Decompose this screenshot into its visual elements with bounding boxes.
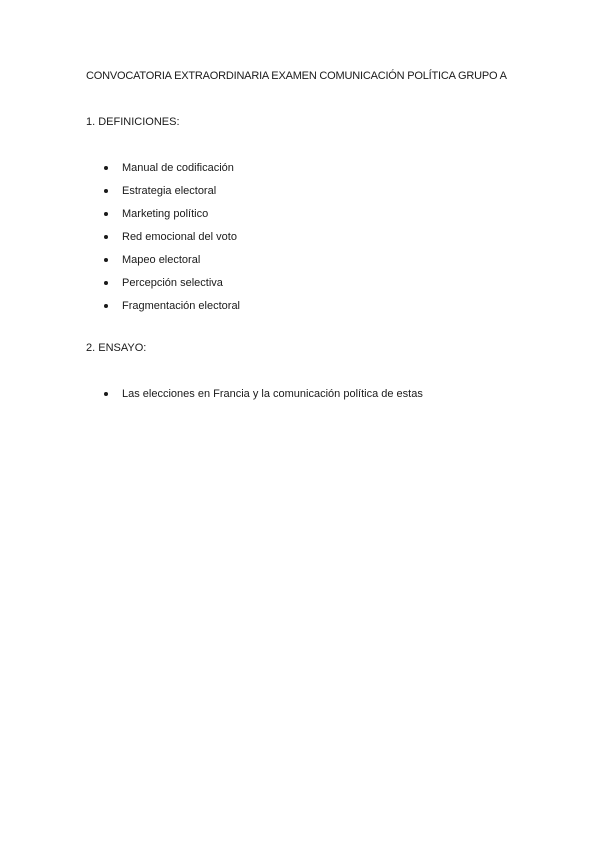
bullet-icon bbox=[104, 212, 108, 216]
list-item-text: Red emocional del voto bbox=[122, 231, 237, 243]
list-item-text: Estrategia electoral bbox=[122, 185, 217, 197]
document-title: CONVOCATORIA EXTRAORDINARIA EXAMEN COMUNICACIÓN POLÍTICA GRUPO A bbox=[86, 70, 507, 82]
section-heading-ensayo: 2. ENSAYO: bbox=[86, 342, 147, 354]
bullet-icon bbox=[104, 235, 108, 239]
list-item-text: Mapeo electoral bbox=[122, 254, 201, 266]
bullet-icon bbox=[104, 392, 108, 396]
bullet-icon bbox=[104, 189, 108, 193]
bullet-icon bbox=[104, 304, 108, 308]
list-item-text: Manual de codificación bbox=[122, 162, 234, 174]
list-item-text: Percepción selectiva bbox=[122, 277, 223, 289]
bullet-icon bbox=[104, 166, 108, 170]
bullet-icon bbox=[104, 258, 108, 262]
list-item-text: Las elecciones en Francia y la comunicación política de estas bbox=[122, 388, 423, 400]
list-item-text: Marketing político bbox=[122, 208, 209, 220]
bullet-icon bbox=[104, 281, 108, 285]
list-item-text: Fragmentación electoral bbox=[122, 300, 241, 312]
section-heading-definiciones: 1. DEFINICIONES: bbox=[86, 116, 180, 128]
